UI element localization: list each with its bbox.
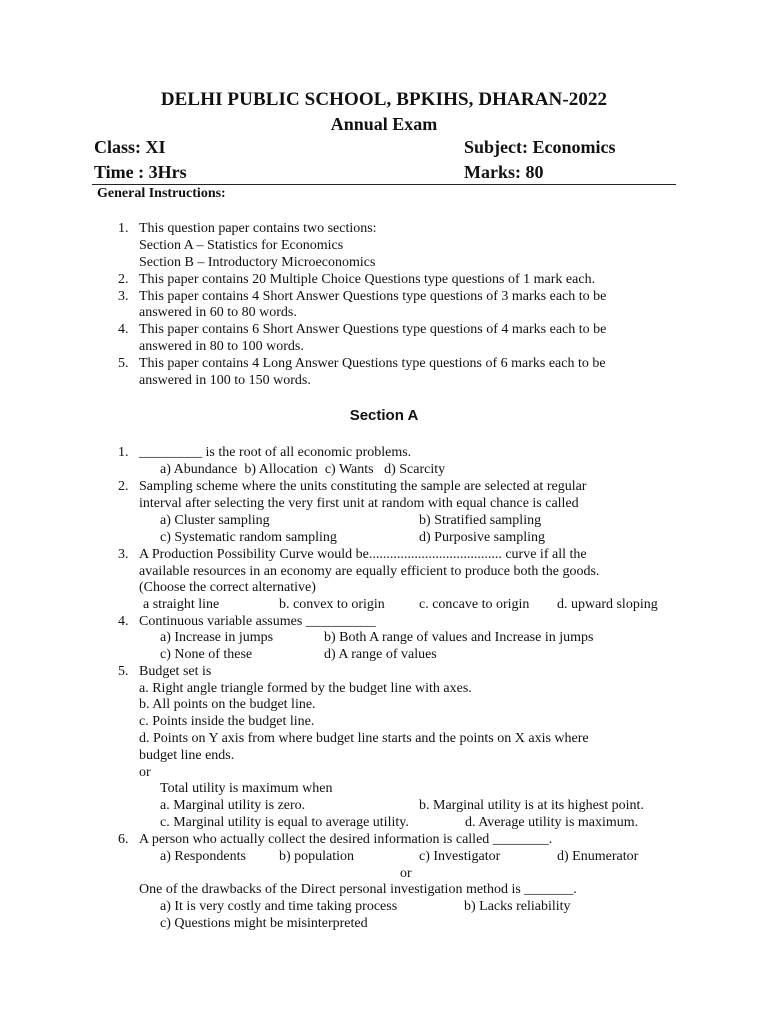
option-a: a) It is very costly and time taking process bbox=[160, 899, 398, 914]
option-b: b. Marginal utility is at its highest point. bbox=[419, 798, 644, 813]
option-line: b. All points on the budget line. bbox=[139, 697, 316, 712]
question-text: A person who actually collect the desired information is called ________. bbox=[139, 832, 553, 847]
header-divider bbox=[92, 184, 676, 185]
question-number: 4. bbox=[118, 614, 129, 629]
option-line: d. Points on Y axis from where budget line starts and the points on X axis where bbox=[139, 731, 589, 746]
instruction-line: answered in 80 to 100 words. bbox=[139, 339, 304, 354]
option-a: a) Respondents bbox=[160, 849, 246, 864]
question-text: A Production Possibility Curve would be...................................... curve if all the bbox=[139, 547, 587, 562]
option-d: d) Purposive sampling bbox=[419, 530, 545, 545]
option-a: a) Increase in jumps bbox=[160, 630, 274, 645]
question-text: Continuous variable assumes __________ bbox=[139, 614, 376, 629]
instruction-number: 3. bbox=[118, 289, 129, 304]
option-line: a. Right angle triangle formed by the budget line with axes. bbox=[139, 681, 472, 696]
question-number: 3. bbox=[118, 547, 129, 562]
subject-label: Subject: Economics bbox=[464, 137, 616, 157]
option-c: c) Systematic random sampling bbox=[160, 530, 337, 545]
question-text: (Choose the correct alternative) bbox=[139, 580, 316, 595]
option-line: c. Points inside the budget line. bbox=[139, 714, 315, 729]
option-b: b. convex to origin bbox=[279, 597, 385, 612]
option-line: budget line ends. bbox=[139, 748, 235, 763]
option-d: d. upward sloping bbox=[557, 597, 658, 612]
question-text: interval after selecting the very first unit at random with equal chance is called bbox=[139, 496, 579, 511]
option-b: b) Stratified sampling bbox=[419, 513, 542, 528]
option-b: b) Lacks reliability bbox=[464, 899, 571, 914]
option-b: b) population bbox=[279, 849, 355, 864]
question-number: 6. bbox=[118, 832, 129, 847]
class-label: Class: XI bbox=[94, 137, 166, 157]
instruction-line: Section A – Statistics for Economics bbox=[139, 238, 344, 253]
instruction-number: 2. bbox=[118, 272, 129, 287]
instruction-line: This paper contains 20 Multiple Choice Questions type questions of 1 mark each. bbox=[139, 272, 596, 287]
question-text: Total utility is maximum when bbox=[160, 781, 333, 796]
question-text: Sampling scheme where the units constituting the sample are selected at regular bbox=[139, 479, 587, 494]
time-label: Time : 3Hrs bbox=[94, 162, 187, 182]
question-text: _________ is the root of all economic problems. bbox=[139, 445, 412, 460]
option-d: d. Average utility is maximum. bbox=[465, 815, 639, 830]
option-c: c. concave to origin bbox=[419, 597, 530, 612]
question-text: available resources in an economy are equally efficient to produce both the goods. bbox=[139, 564, 600, 579]
or-separator: or bbox=[400, 866, 412, 881]
option-d: d) A range of values bbox=[324, 647, 437, 662]
option-c: c) Questions might be misinterpreted bbox=[160, 916, 368, 931]
instruction-line: This paper contains 4 Short Answer Questions type questions of 3 marks each to be bbox=[139, 289, 607, 304]
exam-title: Annual Exam bbox=[330, 114, 438, 134]
question-text: Budget set is bbox=[139, 664, 212, 679]
instruction-line: This paper contains 6 Short Answer Questions type questions of 4 marks each to be bbox=[139, 322, 607, 337]
option-c: c) Investigator bbox=[419, 849, 501, 864]
instruction-number: 1. bbox=[118, 221, 129, 236]
option-b: b) Both A range of values and Increase in jumps bbox=[324, 630, 594, 645]
instruction-number: 4. bbox=[118, 322, 129, 337]
question-options: a) Abundance b) Allocation c) Wants d) Scarcity bbox=[160, 462, 446, 477]
question-text: One of the drawbacks of the Direct personal investigation method is _______. bbox=[139, 882, 577, 897]
section-a-title: Section A bbox=[349, 407, 419, 424]
option-a: a straight line bbox=[143, 597, 220, 612]
option-d: d) Enumerator bbox=[557, 849, 639, 864]
question-number: 1. bbox=[118, 445, 129, 460]
option-a: a. Marginal utility is zero. bbox=[160, 798, 306, 813]
instruction-line: answered in 60 to 80 words. bbox=[139, 305, 297, 320]
option-c: c) None of these bbox=[160, 647, 253, 662]
question-number: 2. bbox=[118, 479, 129, 494]
school-name: DELHI PUBLIC SCHOOL, BPKIHS, DHARAN-2022 bbox=[160, 89, 608, 110]
instruction-line: This paper contains 4 Long Answer Questions type questions of 6 marks each to be bbox=[139, 356, 606, 371]
option-c: c. Marginal utility is equal to average utility. bbox=[160, 815, 409, 830]
instructions-heading: General Instructions: bbox=[97, 186, 226, 201]
question-number: 5. bbox=[118, 664, 129, 679]
instruction-line: Section B – Introductory Microeconomics bbox=[139, 255, 376, 270]
instruction-line: This question paper contains two sections: bbox=[139, 221, 377, 236]
or-separator: or bbox=[139, 765, 151, 780]
marks-label: Marks: 80 bbox=[464, 162, 544, 182]
instruction-number: 5. bbox=[118, 356, 129, 371]
instruction-line: answered in 100 to 150 words. bbox=[139, 373, 311, 388]
option-a: a) Cluster sampling bbox=[160, 513, 270, 528]
